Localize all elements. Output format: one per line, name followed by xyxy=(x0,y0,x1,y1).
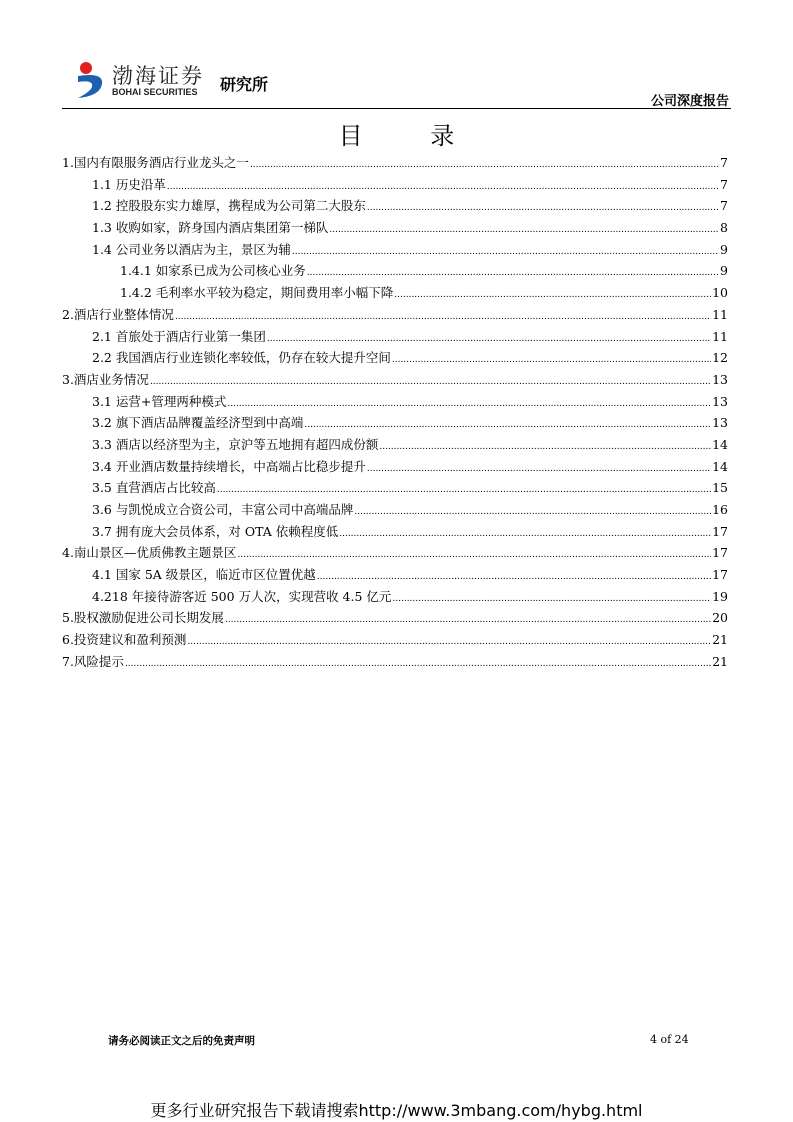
toc-entry-title: 3.4 开业酒店数量持续增长，中高端占比稳步提升 xyxy=(92,458,366,474)
toc-entry-title: 2.1 首旅处于酒店行业第一集团 xyxy=(92,328,266,344)
toc-entry-page: 13 xyxy=(712,415,728,431)
toc-leader-dots xyxy=(367,198,719,220)
toc-entry-title: 3.1 运营+管理两种模式 xyxy=(92,393,227,409)
toc-entry-title: 6.投资建议和盈利预测 xyxy=(62,632,187,648)
toc-entry-title: 3.2 旗下酒店品牌覆盖经济型到中高端 xyxy=(92,415,304,431)
toc-entry-page: 13 xyxy=(712,393,728,409)
toc-entry-page: 17 xyxy=(712,523,728,539)
toc-leader-dots xyxy=(125,654,711,676)
toc-leader-dots xyxy=(392,350,711,372)
toc-entry[interactable] xyxy=(62,651,728,673)
toc-entry-title: 1.4.1 如家系已成为公司核心业务 xyxy=(120,263,306,279)
toc-entry-page: 13 xyxy=(712,371,728,387)
toc-entry-title: 3.7 拥有庞大会员体系，对 OTA 依赖程度低 xyxy=(92,523,339,539)
toc-entry-page: 7 xyxy=(720,176,728,192)
toc-entry[interactable] xyxy=(62,542,728,564)
toc-entry-page: 15 xyxy=(712,480,728,496)
toc-entry-page: 8 xyxy=(720,220,728,236)
toc-leader-dots xyxy=(339,524,711,546)
toc-entry[interactable] xyxy=(62,434,728,456)
toc-entry-page: 21 xyxy=(712,632,728,648)
toc-leader-dots xyxy=(150,372,711,394)
toc-leader-dots xyxy=(392,589,711,611)
toc-entry-page: 21 xyxy=(712,653,728,669)
header-divider xyxy=(62,108,731,109)
toc-entry-page: 7 xyxy=(720,155,728,170)
toc-entry[interactable] xyxy=(62,304,728,326)
toc-entry-page: 14 xyxy=(712,436,728,452)
toc-leader-dots xyxy=(379,437,711,459)
toc-title: 目 录 xyxy=(338,122,485,150)
toc-leader-dots xyxy=(367,459,711,481)
toc-entry-page: 11 xyxy=(712,328,728,344)
toc-leader-dots xyxy=(394,285,711,307)
logo-cn-text: 渤海证券 xyxy=(112,64,204,88)
disclaimer-note: 请务必阅读正文之后的免责声明 xyxy=(108,1035,255,1047)
toc-entry-page: 16 xyxy=(712,502,728,517)
table-of-contents xyxy=(62,152,728,673)
toc-leader-dots xyxy=(187,632,711,654)
institute-label: 研究所 xyxy=(220,75,269,94)
toc-entry[interactable] xyxy=(62,607,728,629)
toc-entry-page: 12 xyxy=(712,350,728,366)
page-number: 4 of 24 xyxy=(650,1033,689,1046)
toc-leader-dots xyxy=(329,220,719,242)
toc-entry-title: 1.国内有限服务酒店行业龙头之一 xyxy=(62,155,249,170)
toc-leader-dots xyxy=(250,155,719,177)
toc-leader-dots xyxy=(292,242,719,264)
toc-entry-title: 5.股权激励促进公司长期发展 xyxy=(62,610,224,626)
toc-entry-title: 1.1 历史沿革 xyxy=(92,176,166,192)
toc-entry-page: 20 xyxy=(712,610,728,626)
toc-entry[interactable] xyxy=(62,564,728,586)
toc-entry-title: 7.风险提示 xyxy=(62,653,124,669)
toc-entry-title: 2.酒店行业整体情况 xyxy=(62,306,174,322)
toc-entry[interactable] xyxy=(62,586,728,608)
toc-entry-title: 1.4.2 毛利率水平较为稳定，期间费用率小幅下降 xyxy=(120,285,394,301)
toc-entry-title: 3.酒店业务情况 xyxy=(62,371,149,387)
toc-entry-title: 1.4 公司业务以酒店为主，景区为辅 xyxy=(92,241,291,257)
toc-entry-title: 4.218 年接待游客近 500 万人次，实现营收 4.5 亿元 xyxy=(92,588,392,604)
toc-entry[interactable] xyxy=(62,499,728,521)
toc-entry-title: 4.南山景区—优质佛教主题景区 xyxy=(62,545,237,561)
logo-mark-icon xyxy=(74,60,108,100)
toc-entry-title: 4.1 国家 5A 级景区，临近市区位置优越 xyxy=(92,567,316,583)
toc-entry-page: 9 xyxy=(720,241,728,257)
toc-entry-title: 3.6 与凯悦成立合资公司，丰富公司中高端品牌 xyxy=(92,502,354,517)
toc-entry[interactable] xyxy=(62,282,728,304)
logo-en-text: BOHAI SECURITIES xyxy=(112,87,198,97)
toc-entry[interactable] xyxy=(62,629,728,651)
toc-entry[interactable] xyxy=(62,456,728,478)
toc-entry-title: 3.5 直营酒店占比较高 xyxy=(92,480,216,496)
toc-entry-title: 1.2 控股股东实力雄厚，携程成为公司第二大股东 xyxy=(92,198,366,214)
toc-entry-page: 14 xyxy=(712,458,728,474)
toc-entry[interactable] xyxy=(62,477,728,499)
toc-entry[interactable] xyxy=(62,260,728,282)
toc-entry[interactable] xyxy=(62,391,728,413)
toc-entry-page: 17 xyxy=(712,545,728,561)
report-type: 公司深度报告 xyxy=(650,94,729,109)
toc-entry[interactable] xyxy=(62,239,728,261)
download-banner[interactable]: 更多行业研究报告下载请搜索http://www.3mbang.com/hybg.html xyxy=(150,1101,643,1120)
toc-entry-title: 1.3 收购如家，跻身国内酒店集团第一梯队 xyxy=(92,220,329,236)
toc-entry-title: 2.2 我国酒店行业连锁化率较低，仍存在较大提升空间 xyxy=(92,350,391,366)
toc-leader-dots xyxy=(354,502,711,524)
toc-entry[interactable] xyxy=(62,521,728,543)
toc-entry-page: 11 xyxy=(712,306,728,322)
toc-entry[interactable] xyxy=(62,195,728,217)
toc-entry-page: 10 xyxy=(712,285,728,301)
toc-leader-dots xyxy=(225,610,711,632)
toc-entry[interactable] xyxy=(62,412,728,434)
toc-entry[interactable] xyxy=(62,347,728,369)
toc-entry-page: 9 xyxy=(720,263,728,279)
toc-entry[interactable] xyxy=(62,217,728,239)
bohai-securities-logo xyxy=(74,60,284,102)
toc-entry-page: 7 xyxy=(720,198,728,214)
toc-entry[interactable] xyxy=(62,152,728,174)
toc-entry[interactable] xyxy=(62,369,728,391)
toc-entry[interactable] xyxy=(62,174,728,196)
toc-entry[interactable] xyxy=(62,326,728,348)
toc-entry-page: 17 xyxy=(712,567,728,583)
toc-entry-page: 19 xyxy=(712,588,728,604)
toc-entry-title: 3.3 酒店以经济型为主，京沪等五地拥有超四成份额 xyxy=(92,436,379,452)
